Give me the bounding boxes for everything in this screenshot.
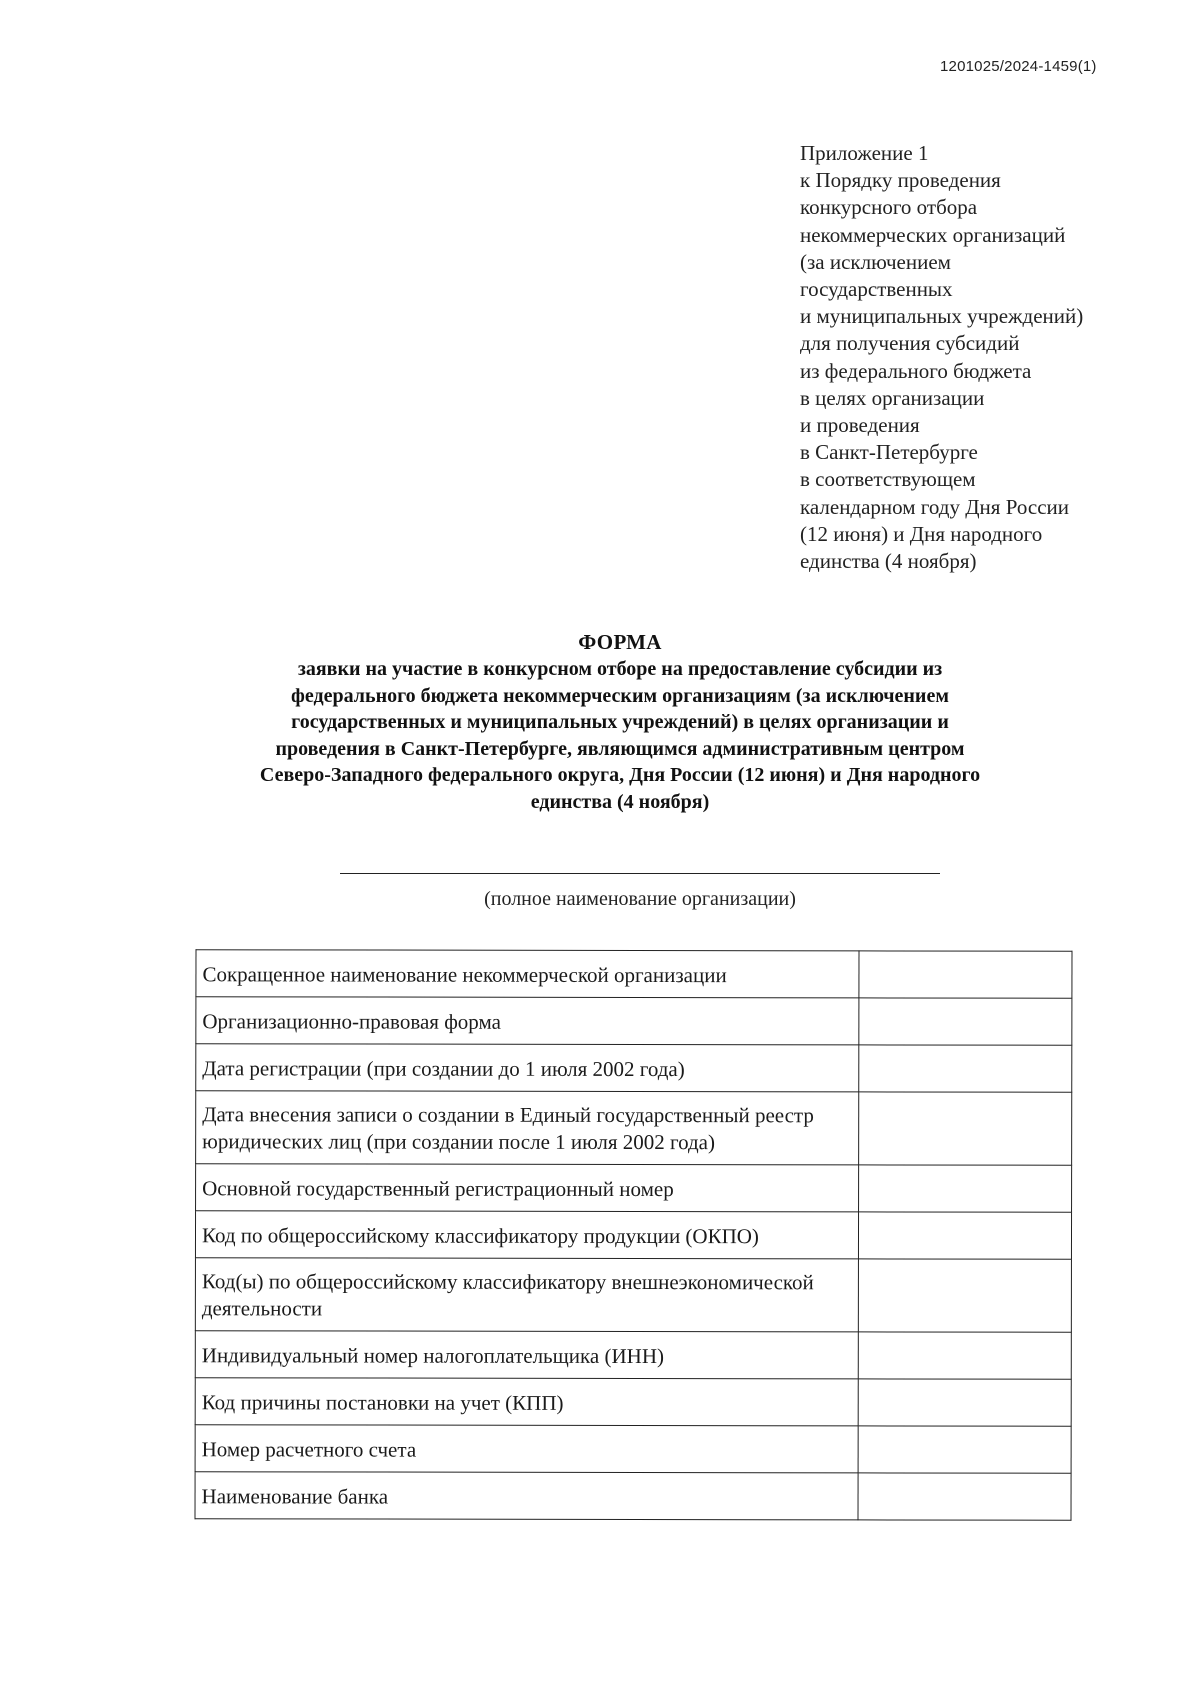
appendix-line: Приложение 1 [800,141,929,165]
appendix-line: в соответствующем [800,467,976,492]
appendix-line: для получения субсидий [800,331,1020,356]
row-label: Организационно-правовая форма [196,997,859,1045]
appendix-line: к Порядку проведения [800,168,1001,193]
appendix-line: (12 июня) и Дня народного [800,521,1043,546]
row-value [858,1332,1071,1379]
appendix-line: в целях организации [800,385,985,410]
form-subtitle [200,656,1040,816]
row-value [858,1473,1071,1520]
appendix-line: из федерального бюджета [800,358,1032,383]
row-label: Основной государственный регистрационный номер [196,1164,859,1212]
row-value [859,951,1072,998]
appendix-line: государственных [800,277,953,302]
table-row [195,1258,1071,1333]
row-label: Дата внесения записи о создании в Единый государственный реестр юридических лиц (при создании после 1 июля 2002 года) [196,1091,859,1165]
row-value [858,998,1071,1045]
form-subtitle-line: проведения в Санкт-Петербурге, являющимся административным центром [275,737,965,760]
row-label: Наименование банка [195,1472,858,1520]
appendix-line: конкурсного отбора [800,195,978,220]
appendix-line: и муниципальных учреждений) [800,304,1084,329]
form-subtitle-line: Северо-Западного федерального округа, Дня России (12 июня) и Дня народного [259,764,981,787]
row-value [858,1092,1072,1165]
row-value [858,1165,1071,1212]
table-row [195,1425,1071,1474]
table-row [196,1164,1072,1213]
appendix-block [800,140,1160,575]
row-label: Дата регистрации (при создании до 1 июля 2002 года) [196,1044,859,1092]
organization-name-blank-line [340,873,940,874]
table-row [195,1378,1071,1427]
appendix-line: календарном году Дня России [800,494,1070,519]
row-label: Код по общероссийскому классификатору продукции (ОКПО) [195,1211,858,1259]
row-label: Код причины постановки на учет (КПП) [195,1378,858,1426]
table-row [196,1091,1072,1166]
table-row [196,997,1072,1046]
appendix-line: в Санкт-Петербурге [800,440,978,465]
form-subtitle-line: заявки на участие в конкурсном отборе на предоставление субсидии из [297,658,943,680]
document-number: 1201025/2024-1459(1) [940,58,1097,75]
row-value [858,1045,1071,1092]
form-subtitle-line: государственных и муниципальных учреждений) в целях организации и [291,711,949,734]
form-subtitle-line: федерального бюджета некоммерческим организациям (за исключением [291,684,949,707]
row-label: Номер расчетного счета [195,1425,858,1473]
row-label: Сокращенное наименование некоммерческой организации [196,950,859,998]
row-value [858,1212,1071,1259]
form-title: ФОРМА [578,630,662,654]
table-row [195,1331,1071,1380]
appendix-line: некоммерческих организаций [800,222,1066,247]
appendix-line: и проведения [800,413,920,438]
table-row [196,950,1072,999]
row-value [858,1259,1072,1332]
organization-name-caption: (полное наименование организации) [484,888,796,910]
table-row [195,1211,1071,1260]
table-row [195,1472,1071,1521]
form-heading [200,628,1040,816]
row-value [858,1426,1071,1473]
row-label: Код(ы) по общероссийскому классификатору внешнеэкономической деятельности [195,1258,858,1332]
row-value [858,1379,1071,1426]
appendix-line: единства (4 ноября) [800,549,977,574]
form-subtitle-line: единства (4 ноября) [530,790,710,813]
row-label: Индивидуальный номер налогоплательщика (ИНН) [195,1331,858,1379]
appendix-line: (за исключением [800,249,951,274]
table-row [196,1044,1072,1093]
organization-info-table [195,949,1073,1521]
